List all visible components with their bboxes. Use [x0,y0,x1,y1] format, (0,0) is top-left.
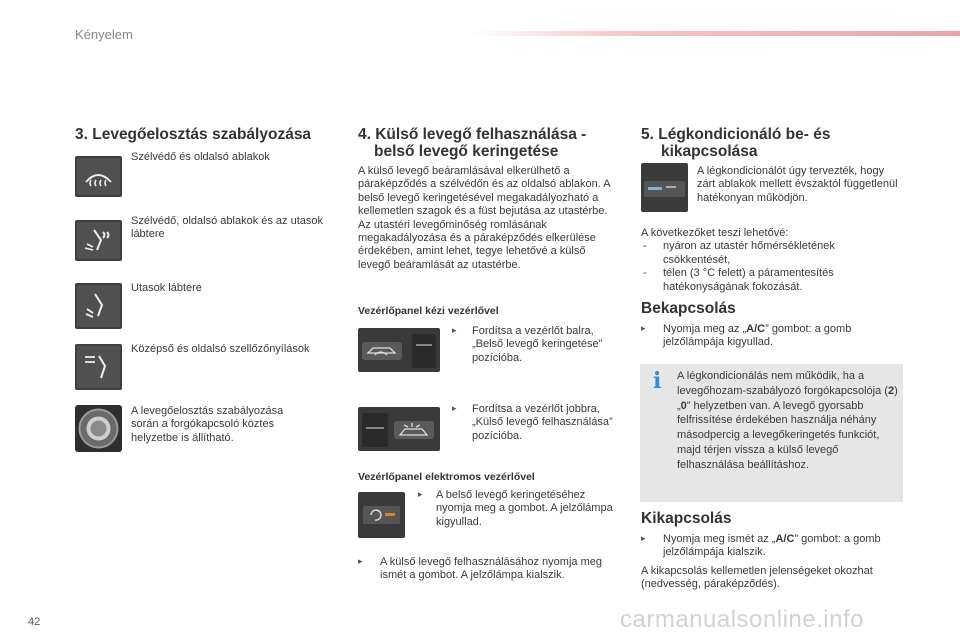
on-step-post: ” gombot: a gomb jelzőlámpája kigyullad. [663,323,852,349]
section3-title: 3. Levegőelosztás szabályozása [75,126,312,143]
chapter-title: Kényelem [75,27,133,42]
item-face-vents-text: Középső és oldalsó szellőzőnyílások [131,343,310,355]
item-windshield-text: Szélvédő és oldalsó ablakok [131,151,270,163]
page-number: 42 [28,616,41,628]
arrow-bullet-icon: ▸ [452,325,457,335]
item-rotary-text: A levegőelosztás szabályozása során a forgókapcsoló köztes helyzetbe is állítható. [131,405,284,444]
header-gradient-bar [470,31,960,36]
electric-step2 [358,556,620,583]
info-text-part2: ) „ [677,384,898,412]
section5-title-line2: kikapcsolása [661,143,758,160]
manual-step2-text: Fordítsa a vezérlőt jobbra, „Külső levegő felhasználása” pozícióba. [472,403,613,442]
off-step-pre: Nyomja meg ismét az „ [663,533,776,545]
off-title: Kikapcsolás [641,510,732,527]
info-text-bold2: 0 [680,399,687,412]
section4-title-line2: belső levegő keringetése [374,143,559,160]
face-vents-icon [75,344,122,390]
section4-intro [358,165,620,272]
arrow-bullet-icon: ▸ [358,556,363,566]
item-feet-text: Utasok lábtere [131,282,202,294]
on-step-text [663,323,903,350]
feet-airflow-icon [75,283,122,329]
electric-step1-text: A belső levegő keringetéséhez nyomja meg a gombot. A jelzőlámpa kigyullad. [436,489,613,528]
off-note: A kikapcsolás kellemetlen jelenségeket okozhat (nedvesség, páraképződés). [641,565,873,591]
item-windshield-feet-text: Szélvédő, oldalsó ablakok és az utasok lábtere [131,215,324,241]
dash-bullet: - [643,267,647,280]
dash-bullet: - [643,240,647,253]
arrow-bullet-icon: ▸ [641,323,646,333]
rotary-knob-icon [75,405,122,452]
info-text [677,369,899,473]
info-icon: i [653,368,662,394]
manual-step1 [452,325,622,365]
section5-intro: A légkondicionálót úgy tervezték, hogy zárt ablakok mellett évszaktól függetlenül hatékonyan működjön. [697,165,898,204]
electric-step1 [418,489,618,529]
section4-intro-p2: Az utastéri levegőminőség romlásának megakadályozása és a páraképződés elkerülése érdekében, amint lehet, tegye lehetővé a külső levegő beáramlását az utastérbe. [358,218,596,271]
ac-allow-winter: télen (3 °C felett) a páramentesítés hatékonyságának fokozását. [663,267,834,293]
electric-step2-text: A külső levegő felhasználásához nyomja meg ismét a gombot. A jelzőlámpa kialszik. [380,556,602,582]
on-step-button-label: A/C [746,323,766,335]
info-text-bold1: 2 [887,384,895,397]
ac-allows-block [641,227,903,294]
arrow-bullet-icon: ▸ [418,489,423,499]
windshield-feet-icon [75,220,122,261]
electric-panel-heading: Vezérlőpanel elektromos vezérlővel [358,471,535,483]
section5-title-line1: 5. Légkondicionáló be- és [641,126,831,143]
ac-allow-summer: nyáron az utastér hőmérsékletének csökkentését, [663,240,835,266]
on-title: Bekapcsolás [641,300,736,317]
ac-button-photo [641,163,688,212]
windshield-defrost-icon [75,156,122,197]
off-step-post: ” gombot: a gomb jelzőlámpája kialszik. [663,533,881,559]
on-step [641,323,903,350]
ac-allow-item [641,267,903,294]
recirculation-button-photo [358,492,405,538]
ac-allow-item [641,240,903,267]
manual-step1-text: Fordítsa a vezérlőt balra, „Belső levegő keringetése” pozícióba. [472,325,603,364]
arrow-bullet-icon: ▸ [452,403,457,413]
info-text-part1: A légkondicionálás nem működik, ha a levegőhozam-szabályozó forgókapcsolója ( [677,370,888,397]
off-step-button-label: A/C [775,533,795,545]
ac-allows-heading: A következőket teszi lehetővé: [641,227,789,239]
info-box [640,364,903,502]
arrow-bullet-icon: ▸ [641,533,646,543]
section4-intro-p1: A külső levegő beáramlásával elkerülhető a páraképződés a szélvédőn és az oldalsó ablakon. A belső levegő keringetésével megakadályozható a kellemetlen szagok és a füst bejutása az utastérbe. [358,165,610,218]
off-step-text [663,533,903,560]
watermark: carmanualsonline.info [620,606,864,633]
recirculation-dial-left-photo [358,328,440,372]
manual-panel-heading: Vezérlőpanel kézi vezérlővel [358,305,499,317]
fresh-air-dial-right-photo [358,407,440,451]
info-text-part3: ” helyzetben van. A levegő gyorsabb felfrissítése érdekében használja néhány másodpercig a levegőkeringetés funkciót, majd térjen vissza a külső levegő felhasználása beállításhoz. [677,399,880,471]
section4-title-line1: 4. Külső levegő felhasználása - [358,126,587,143]
manual-step2 [452,403,622,443]
off-step [641,533,903,560]
on-step-pre: Nyomja meg az „ [663,323,747,335]
